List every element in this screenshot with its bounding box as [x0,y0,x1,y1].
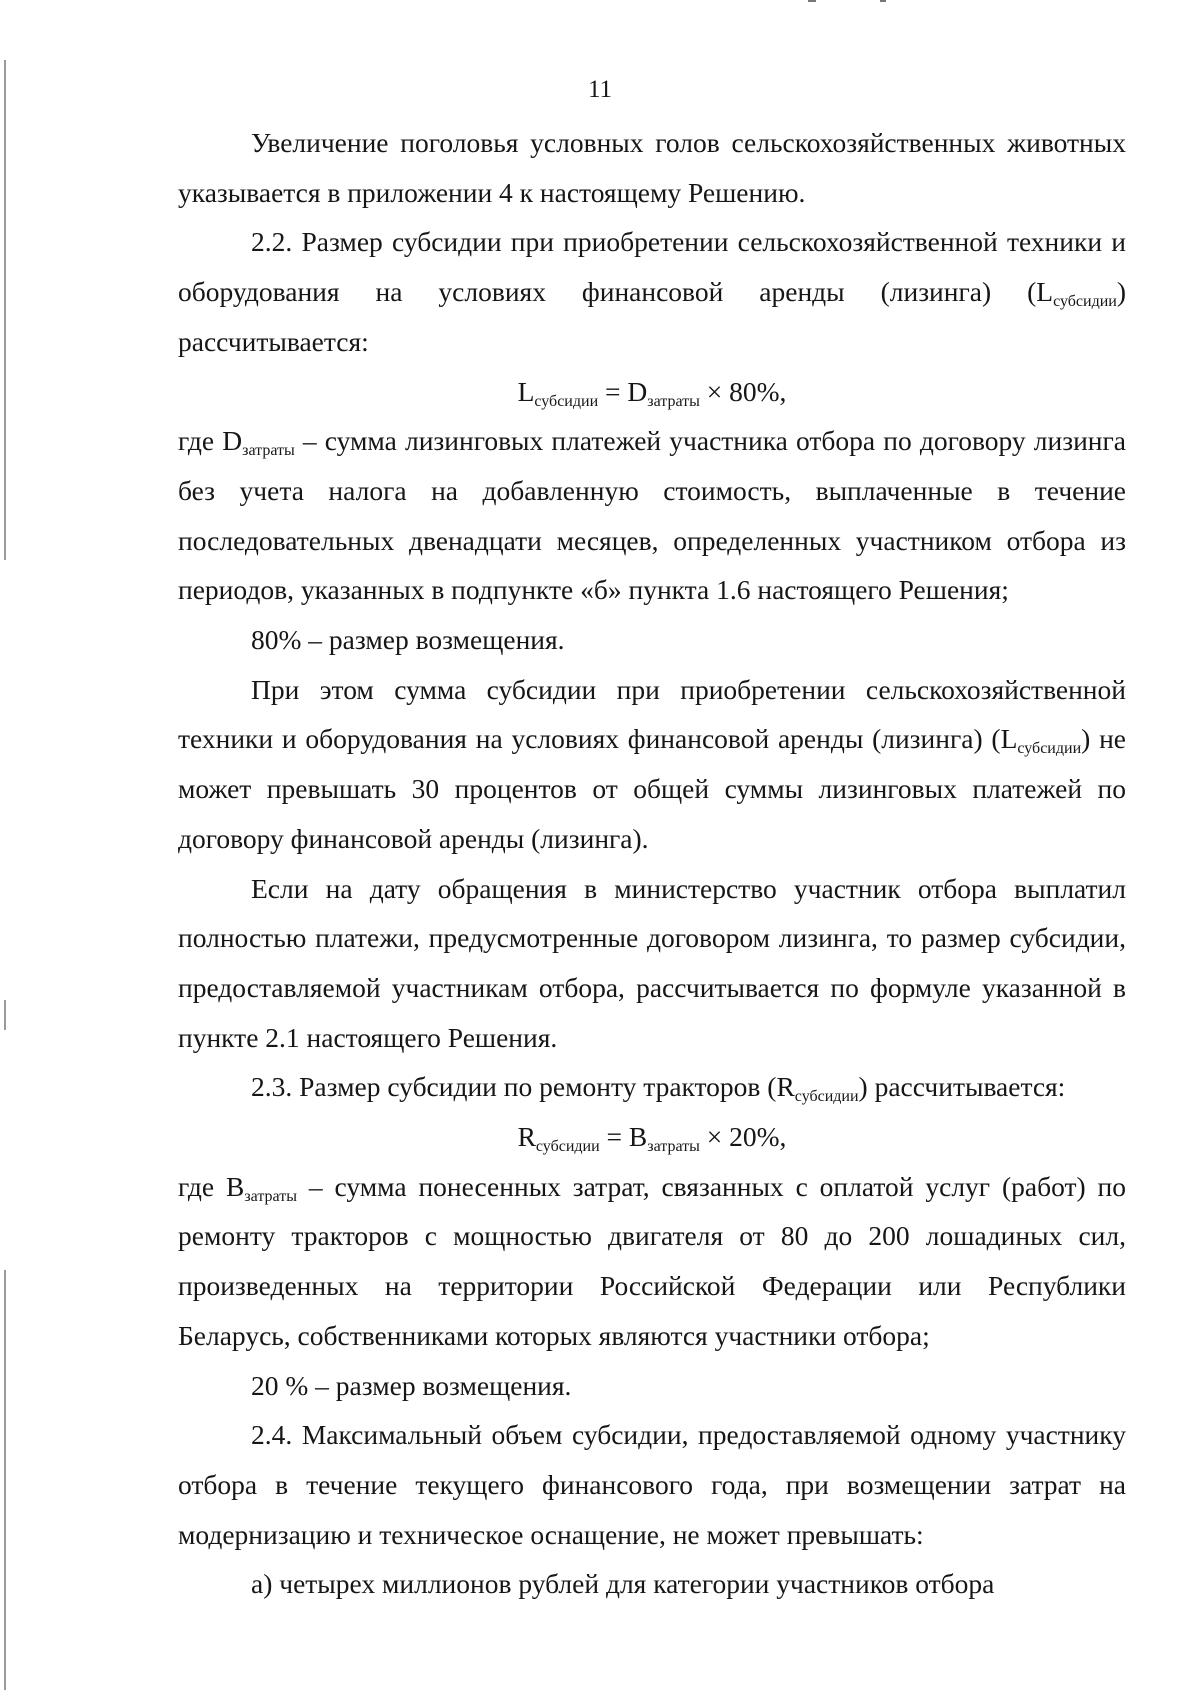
paragraph-limit-30 [178,665,1126,864]
scan-mark-top-2 [880,0,886,2]
subscript: затраты [647,392,700,410]
formula-var: L [517,375,535,407]
paragraph-2-3 [178,1062,1126,1112]
text: – сумма понесенных затрат, связанных с оплатой услуг (работ) по ремонту тракторов с мощностью двигателя от 80 до 200 лошадиных сил, произведенных на территории Российской Федерации или Республики Беларусь, собственниками которых являются участники отбора; [178,1170,1126,1351]
text: – сумма лизинговых платежей участника отбора по договору лизинга без учета налога на добавленную стоимость, выплаченные в течение последовательных двенадцати месяцев, определенных участником отбора из периодов, указанных в подпункте «б» пункта 1.6 настоящего Решения; [178,425,1127,606]
scan-edge-top [4,60,6,560]
text: ) рассчитывается: [858,1071,1066,1103]
scan-edge-bottom [4,1270,6,1690]
page-number: 11 [587,76,613,103]
subscript: субсидии [534,392,599,410]
formula-repair [178,1112,1126,1162]
subscript: субсидии [535,1138,600,1156]
text: 2.3. Размер субсидии по ремонту тракторов (R [251,1071,795,1103]
text: 2.2. Размер субсидии при приобретении сельскохозяйственной техники и оборудования на условиях финансовой аренды (лизинга) (L [178,226,1126,308]
formula-rest: × 20%, [699,1121,787,1153]
formula-var: = B [599,1121,648,1153]
paragraph-item-a: а) четырех миллионов рублей для категории участников отбора [251,1568,995,1600]
formula-var: = D [598,375,648,407]
paragraph-80-percent: 80% – размер возмещения. [251,624,565,656]
text: где B [178,1170,245,1202]
text: ) не может превышать 30 процентов от общей суммы лизинговых платежей по договору финансовой аренды (лизинга). [178,723,1126,854]
text: При этом сумма субсидии при приобретении сельскохозяйственной техники и оборудования на условиях финансовой аренды (лизинга) (L [178,673,1126,755]
subscript: субсидии [1053,293,1117,311]
paragraph-paid-in-full: Если на дату обращения в министерство участник отбора выплатил полностью платежи, предусмотренные договором лизинга, то размер субсидии, предоставляемой участникам отбора, рассчитывается по формуле указанной в пункте 2.1 настоящего Решения. [178,872,1126,1053]
scan-edge-mid [4,1000,6,1030]
subscript: субсидии [1017,740,1082,758]
scan-mark-top [808,0,816,2]
text: где D [178,425,243,457]
paragraph-20-percent: 20 % – размер возмещения. [251,1369,572,1401]
text: ) рассчитывается: [178,276,1126,357]
subscript: субсидии [794,1088,859,1106]
subscript: затраты [244,1187,297,1205]
formula-rest: × 80%, [699,375,787,407]
paragraph-where-d [178,416,1126,615]
document-body [178,118,1126,1609]
formula-var: R [517,1121,536,1153]
subscript: затраты [242,442,295,460]
formula-leasing [178,367,1126,417]
paragraph-2-4: 2.4. Максимальный объем субсидии, предоставляемой одному участнику отбора в течение текущего финансового года, при возмещении затрат на модернизацию и техническое оснащение, не может превышать: [178,1419,1126,1550]
subscript: затраты [647,1138,700,1156]
paragraph-2-2 [178,217,1126,366]
paragraph-livestock: Увеличение поголовья условных голов сельскохозяйственных животных указывается в приложении 4 к настоящему Решению. [178,127,1126,208]
paragraph-where-b [178,1162,1126,1361]
